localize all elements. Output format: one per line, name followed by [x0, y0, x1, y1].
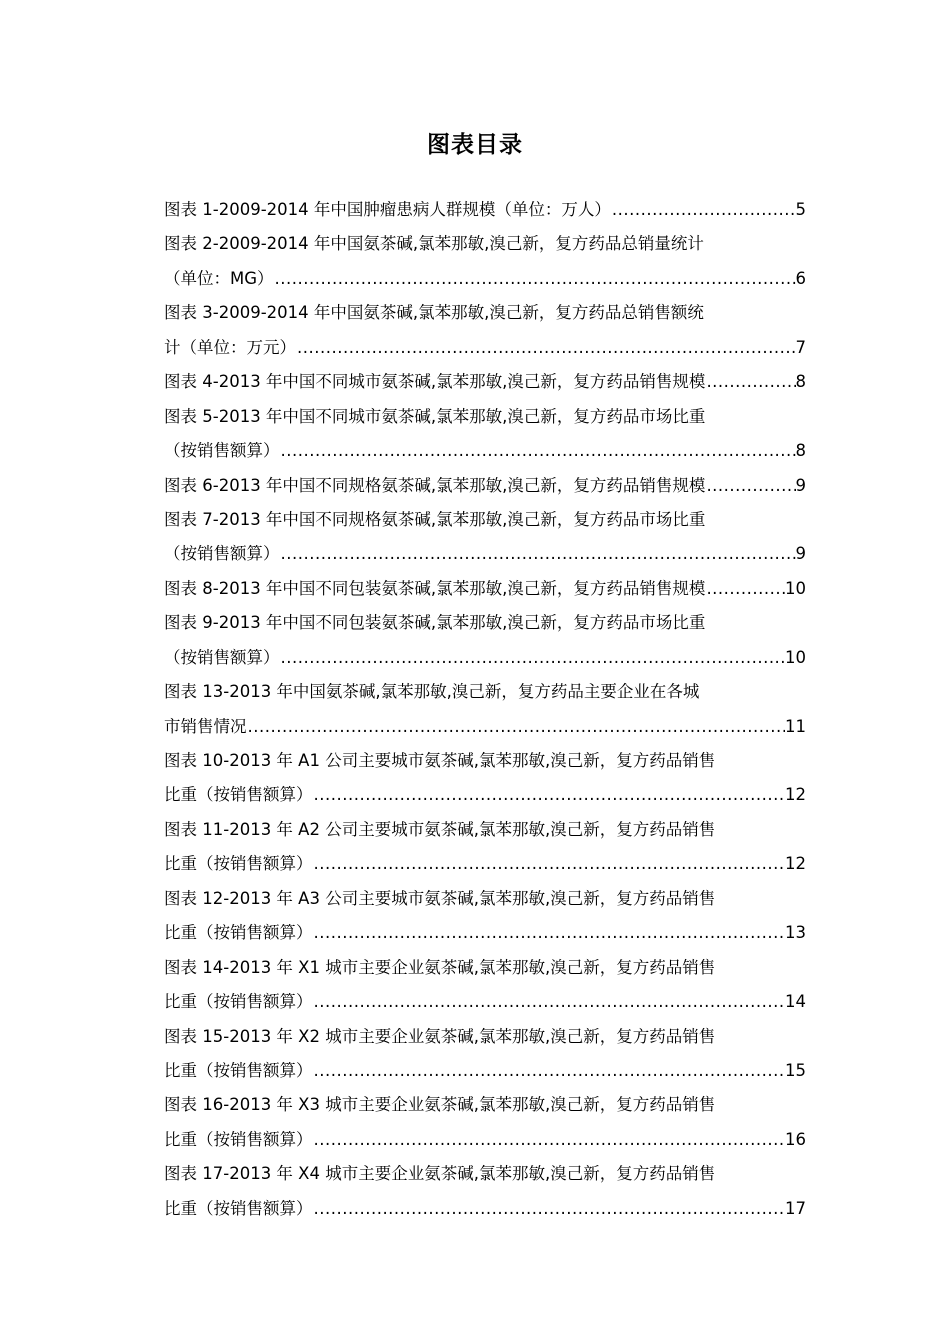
toc-entry-last-line: [164, 916, 806, 950]
toc-leader-dots: [313, 1054, 786, 1088]
toc-entry-text: 市销售情况: [164, 716, 247, 736]
toc-page-number: 10: [785, 647, 806, 667]
toc-entry-text: 图表 4-2013 年中国不同城市氨茶碱,氯苯那敏,溴己新，复方药品销售规模: [164, 372, 706, 392]
toc-entry-text: （按销售额算）: [164, 544, 280, 564]
toc-entry[interactable]: [164, 606, 806, 675]
toc-entry-text: 图表 1-2009-2014 年中国肿瘤患病人群规模（单位：万人）: [164, 200, 611, 219]
toc-entry[interactable]: [164, 296, 806, 365]
toc-leader-dots: [705, 572, 785, 606]
toc-entry-line: [164, 400, 806, 434]
toc-leader-dots: [705, 365, 795, 399]
toc-entry-last-line: [164, 847, 806, 881]
toc-entry-text: 比重（按销售额算）: [164, 1198, 313, 1218]
toc-entry-line: [164, 296, 806, 330]
toc-entry-text: 图表 3-2009-2014 年中国氨茶碱,氯苯那敏,溴己新，复方药品总销售额统: [164, 303, 704, 323]
toc-list: [164, 193, 806, 1226]
toc-entry-text: 图表 11-2013 年 A2 公司主要城市氨茶碱,氯苯那敏,溴己新，复方药品销售: [164, 819, 716, 839]
toc-page-number: 7: [795, 337, 806, 357]
toc-leader-dots: [296, 331, 796, 365]
toc-leader-dots: [313, 847, 786, 881]
toc-entry-text: 比重（按销售额算）: [164, 854, 313, 874]
toc-entry-text: 计（单位：万元）: [164, 337, 296, 357]
toc-page-number: 5: [795, 200, 806, 219]
toc-page-number: 10: [785, 578, 806, 598]
toc-entry[interactable]: [164, 675, 806, 744]
toc-entry-text: 图表 6-2013 年中国不同规格氨茶碱,氯苯那敏,溴己新，复方药品销售规模: [164, 475, 706, 495]
toc-entry-text: 图表 2-2009-2014 年中国氨茶碱,氯苯那敏,溴己新，复方药品总销量统计: [164, 234, 704, 254]
toc-entry[interactable]: [164, 227, 806, 296]
toc-entry-last-line: [164, 1192, 806, 1226]
toc-leader-dots: [280, 641, 786, 675]
toc-page-number: 16: [785, 1129, 806, 1149]
toc-entry-text: 比重（按销售额算）: [164, 1060, 313, 1080]
toc-page-number: 9: [795, 544, 806, 564]
toc-page-number: 9: [795, 475, 806, 495]
toc-entry-text: 图表 10-2013 年 A1 公司主要城市氨茶碱,氯苯那敏,溴己新，复方药品销售: [164, 751, 716, 770]
toc-page-number: 13: [785, 923, 806, 943]
toc-leader-dots: [313, 1192, 786, 1226]
toc-title: 图表目录: [427, 132, 523, 158]
toc-entry-line: [164, 1088, 806, 1122]
toc-page-number: 14: [785, 992, 806, 1012]
toc-entry-text: 图表 16-2013 年 X3 城市主要企业氨茶碱,氯苯那敏,溴己新，复方药品销售: [164, 1095, 716, 1115]
toc-entry[interactable]: [164, 951, 806, 1020]
toc-entry[interactable]: [164, 744, 806, 813]
toc-page-number: 8: [795, 441, 806, 461]
toc-page-number: 8: [795, 372, 806, 392]
toc-entry[interactable]: [164, 503, 806, 572]
toc-entry-text: 比重（按销售额算）: [164, 785, 313, 805]
toc-entry[interactable]: [164, 1088, 806, 1157]
toc-entry-last-line: [164, 193, 806, 227]
toc-entry-text: 图表 17-2013 年 X4 城市主要企业氨茶碱,氯苯那敏,溴己新，复方药品销售: [164, 1164, 716, 1184]
toc-entry-last-line: [164, 1123, 806, 1157]
toc-entry-text: 图表 12-2013 年 A3 公司主要城市氨茶碱,氯苯那敏,溴己新，复方药品销售: [164, 888, 716, 908]
toc-entry[interactable]: [164, 813, 806, 882]
toc-entry-last-line: [164, 641, 806, 675]
toc-entry[interactable]: [164, 400, 806, 469]
toc-entry-line: [164, 813, 806, 847]
toc-entry-text: 图表 13-2013 年中国氨茶碱,氯苯那敏,溴己新，复方药品主要企业在各城: [164, 682, 700, 702]
toc-entry-text: 比重（按销售额算）: [164, 1129, 313, 1149]
toc-entry-text: 图表 8-2013 年中国不同包装氨茶碱,氯苯那敏,溴己新，复方药品销售规模: [164, 578, 706, 598]
toc-entry-last-line: [164, 1054, 806, 1088]
toc-entry-line: [164, 882, 806, 916]
toc-entry[interactable]: [164, 1157, 806, 1226]
toc-entry-last-line: [164, 985, 806, 1019]
toc-leader-dots: [313, 1123, 786, 1157]
toc-page-number: 15: [785, 1060, 806, 1080]
toc-page-number: 12: [785, 854, 806, 874]
toc-entry[interactable]: [164, 1020, 806, 1089]
toc-entry-last-line: [164, 778, 806, 812]
toc-entry-last-line: [164, 710, 806, 744]
toc-entry[interactable]: [164, 193, 806, 227]
toc-entry-line: [164, 227, 806, 261]
toc-entry-text: 图表 9-2013 年中国不同包装氨茶碱,氯苯那敏,溴己新，复方药品市场比重: [164, 613, 706, 633]
toc-entry-last-line: [164, 469, 806, 503]
toc-page-number: 11: [785, 716, 806, 736]
toc-entry-last-line: [164, 434, 806, 468]
toc-entry-text: 比重（按销售额算）: [164, 992, 313, 1012]
toc-leader-dots: [274, 262, 796, 296]
toc-entry-line: [164, 503, 806, 537]
toc-page-number: 12: [785, 785, 806, 805]
toc-entry-line: [164, 1157, 806, 1191]
toc-entry-text: 图表 14-2013 年 X1 城市主要企业氨茶碱,氯苯那敏,溴己新，复方药品销售: [164, 957, 716, 977]
toc-entry-text: 图表 5-2013 年中国不同城市氨茶碱,氯苯那敏,溴己新，复方药品市场比重: [164, 406, 706, 426]
toc-leader-dots: [313, 778, 786, 812]
toc-entry-last-line: [164, 572, 806, 606]
toc-entry-line: [164, 675, 806, 709]
toc-entry-line: [164, 744, 806, 778]
toc-entry[interactable]: [164, 469, 806, 503]
toc-entry-last-line: [164, 331, 806, 365]
toc-entry-line: [164, 951, 806, 985]
toc-entry-text: 图表 15-2013 年 X2 城市主要企业氨茶碱,氯苯那敏,溴己新，复方药品销售: [164, 1026, 716, 1046]
toc-page-number: 17: [785, 1198, 806, 1218]
toc-leader-dots: [313, 916, 786, 950]
toc-leader-dots: [280, 537, 796, 571]
toc-leader-dots: [280, 434, 796, 468]
toc-entry-last-line: [164, 365, 806, 399]
toc-entry-text: （按销售额算）: [164, 441, 280, 461]
toc-entry-last-line: [164, 262, 806, 296]
toc-entry[interactable]: [164, 365, 806, 399]
toc-leader-dots: [705, 469, 795, 503]
toc-entry-text: 图表 7-2013 年中国不同规格氨茶碱,氯苯那敏,溴己新，复方药品市场比重: [164, 509, 706, 529]
toc-entry-text: （按销售额算）: [164, 647, 280, 667]
toc-entry-line: [164, 606, 806, 640]
toc-entry-line: [164, 1020, 806, 1054]
toc-entry[interactable]: [164, 882, 806, 951]
toc-entry-text: 比重（按销售额算）: [164, 923, 313, 943]
toc-leader-dots: [611, 193, 796, 227]
toc-entry-text: （单位：MG）: [164, 268, 274, 288]
toc-leader-dots: [247, 710, 786, 744]
toc-entry[interactable]: [164, 572, 806, 606]
toc-leader-dots: [313, 985, 786, 1019]
toc-entry-last-line: [164, 537, 806, 571]
toc-page-number: 6: [795, 268, 806, 288]
